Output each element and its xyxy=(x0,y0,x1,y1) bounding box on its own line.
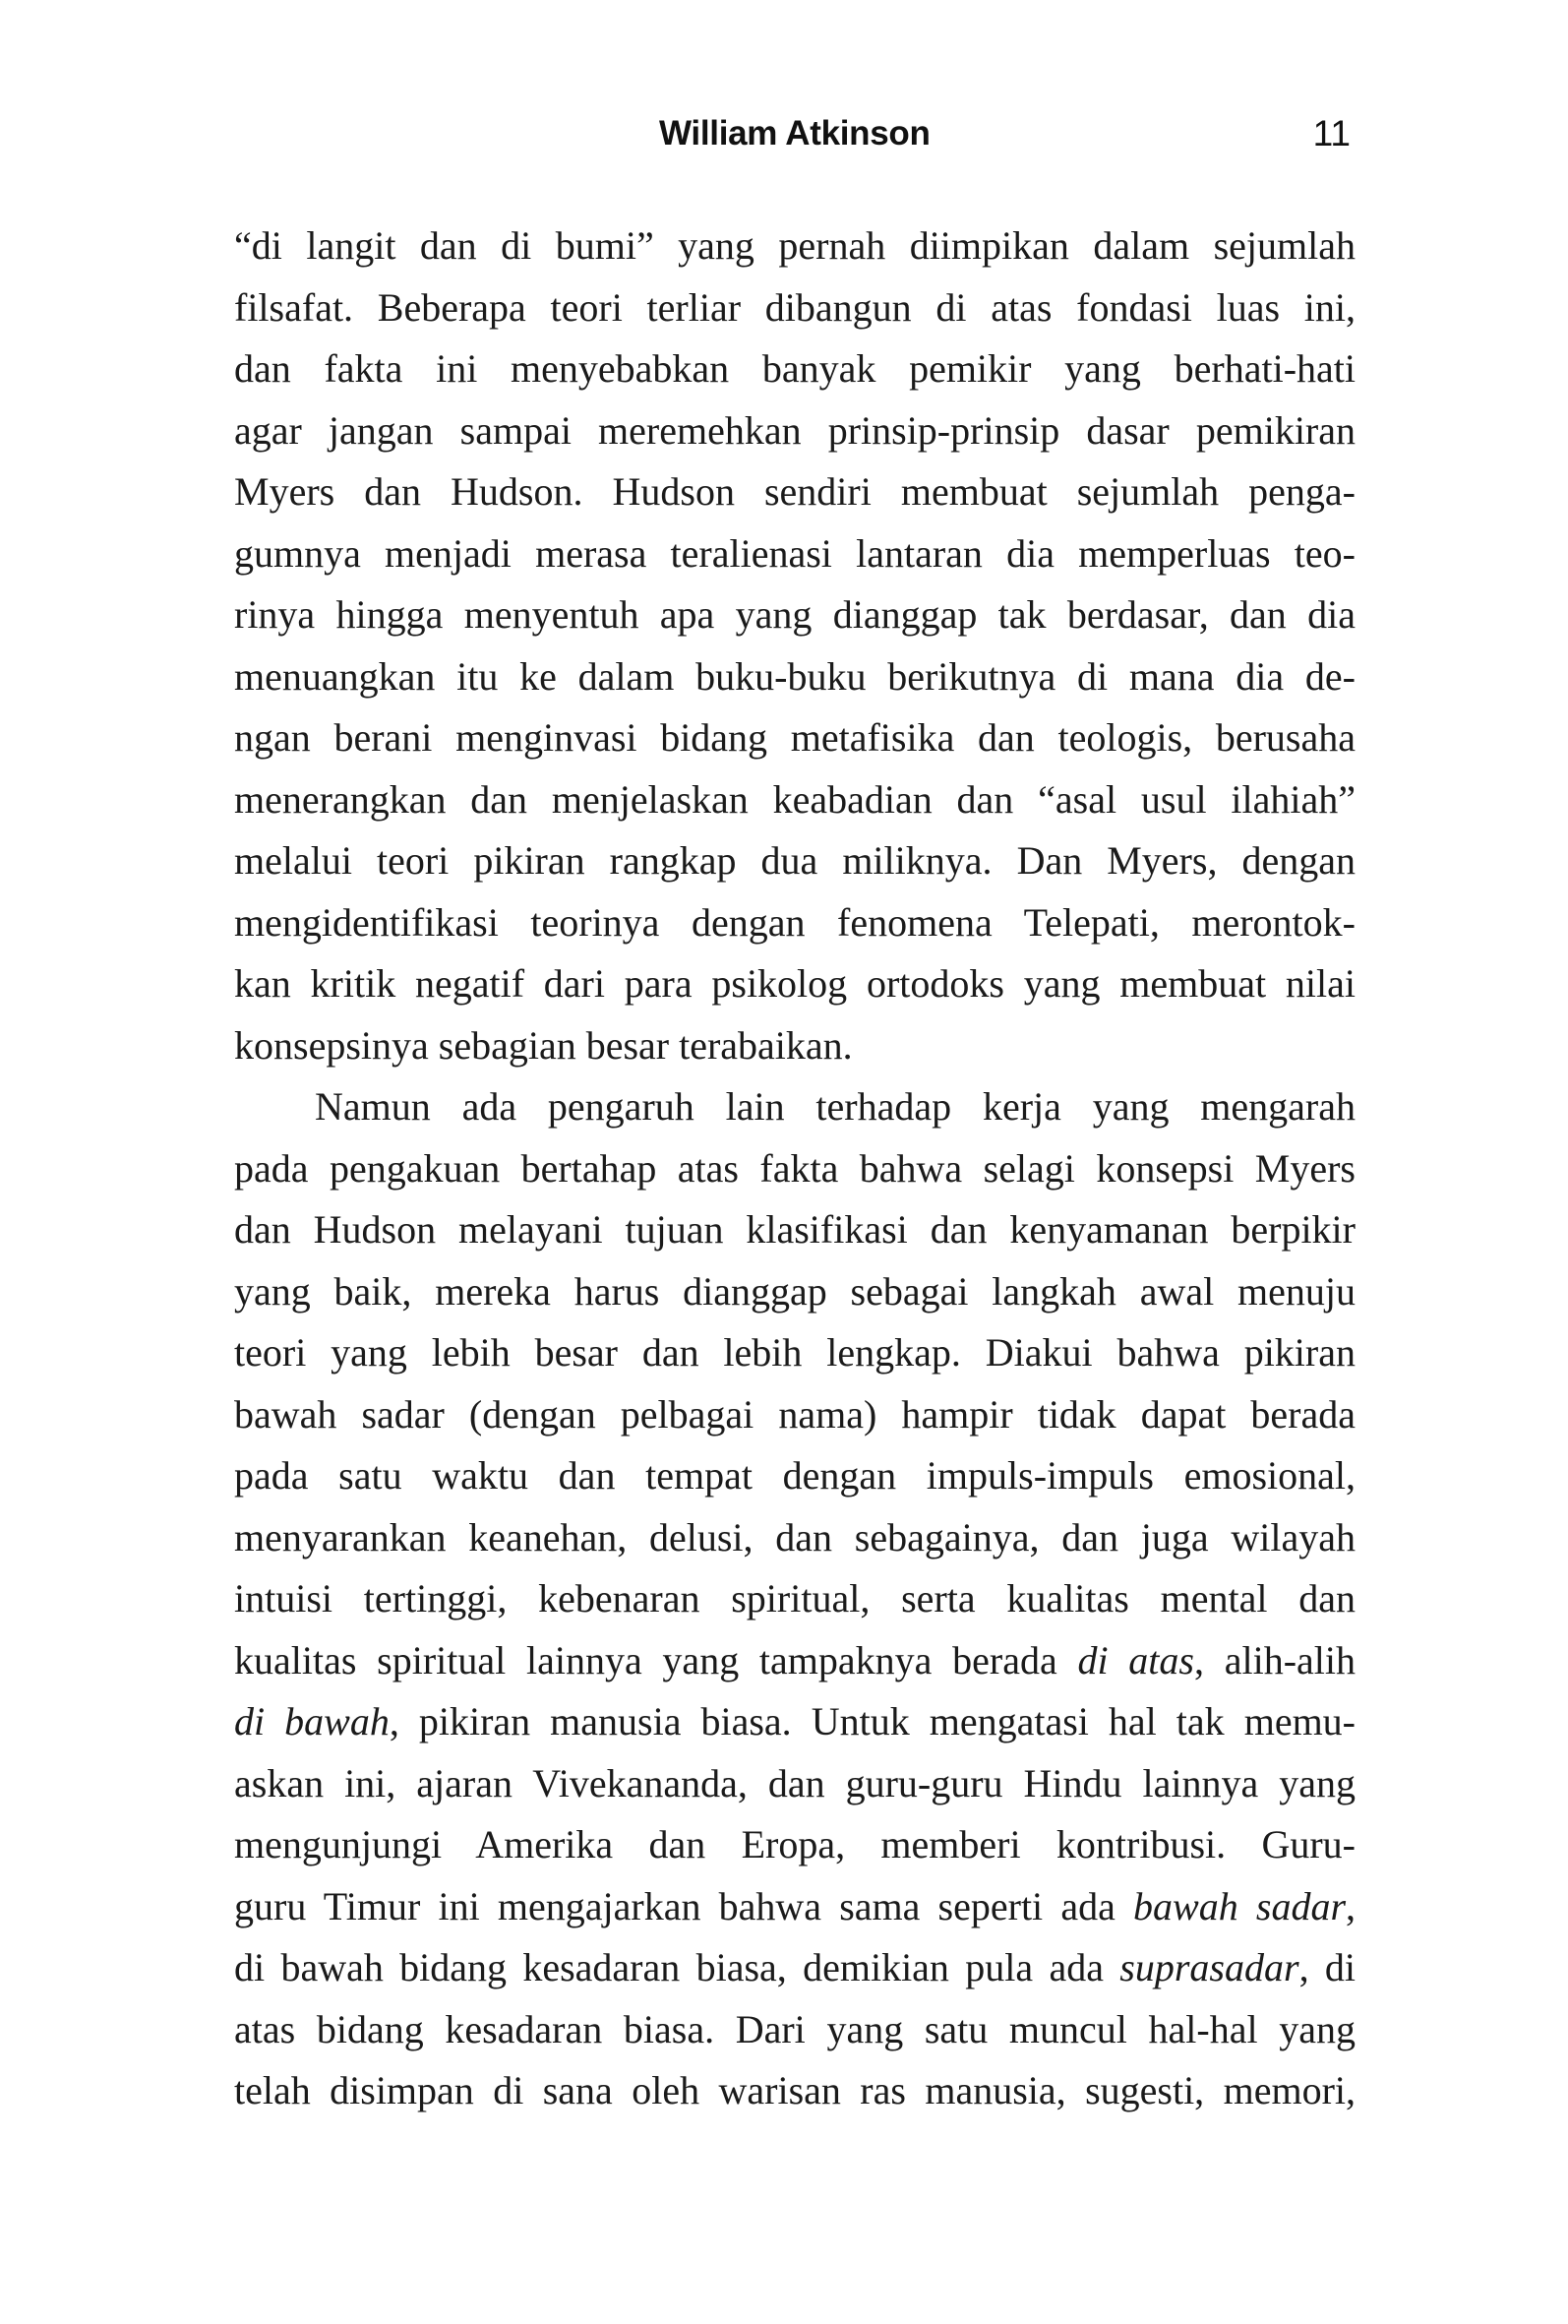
text-line: melalui teori pikiran rangkap dua miliknya. Dan Myers, dengan xyxy=(234,838,1356,883)
text-line: menerangkan dan menjelaskan keabadian dan “asal usul ilahiah” xyxy=(234,776,1356,822)
running-head-author: William Atkinson xyxy=(659,114,931,153)
text-segment: kualitas spiritual lainnya yang tampaknya berada xyxy=(234,1637,1078,1682)
text-line: “di langit dan di bumi” yang pernah diimpikan dalam sejumlah xyxy=(234,223,1356,268)
text-line: rinya hingga menyentuh apa yang dianggap tak berdasar, dan dia xyxy=(234,592,1356,637)
paragraph-2 xyxy=(234,1076,1356,2122)
text-segment: , xyxy=(1346,1883,1357,1928)
text-line: agar jangan sampai meremehkan prinsip-prinsip dasar pemikiran xyxy=(234,407,1356,453)
italic-term: di atas xyxy=(1077,1637,1194,1682)
text-line-with-italic xyxy=(234,1630,1356,1692)
text-line: teori yang lebih besar dan lebih lengkap. Diakui bahwa pikiran xyxy=(234,1330,1356,1375)
text-line: atas bidang kesadaran biasa. Dari yang satu muncul hal-hal yang xyxy=(234,2006,1356,2051)
text-line: dan Hudson melayani tujuan klasifikasi dan kenyamanan berpikir xyxy=(234,1207,1356,1252)
text-line: yang baik, mereka harus dianggap sebagai langkah awal menuju xyxy=(234,1268,1356,1314)
text-line: intuisi tertinggi, kebenaran spiritual, serta kualitas mental dan xyxy=(234,1576,1356,1621)
text-line: telah disimpan di sana oleh warisan ras manusia, sugesti, memori, xyxy=(234,2068,1356,2112)
running-head xyxy=(0,110,1568,159)
text-line: pada pengakuan bertahap atas fakta bahwa selagi konsepsi Myers xyxy=(234,1145,1356,1191)
text-line: pada satu waktu dan tempat dengan impuls-impuls emosional, xyxy=(234,1453,1356,1498)
text-line: askan ini, ajaran Vivekananda, dan guru-guru Hindu lainnya yang xyxy=(234,1760,1356,1805)
italic-term: suprasadar xyxy=(1119,1945,1299,1989)
text-line-with-italic xyxy=(234,1691,1356,1753)
text-line: bawah sadar (dengan pelbagai nama) hampir tidak dapat berada xyxy=(234,1391,1356,1437)
italic-term: bawah sadar xyxy=(1133,1883,1347,1928)
text-line: mengunjungi Amerika dan Eropa, memberi kontribusi. Guru- xyxy=(234,1822,1356,1866)
body-text xyxy=(234,215,1356,2122)
text-segment: , pikiran manusia biasa. Untuk mengatasi hal tak memu- xyxy=(389,1699,1357,1743)
page-number: 11 xyxy=(1312,113,1351,153)
text-line-with-italic xyxy=(234,1937,1356,1999)
text-segment: di bawah bidang kesadaran biasa, demikian pula ada xyxy=(234,1945,1120,1989)
text-line-paragraph-end: konsepsinya sebagian besar terabaikan. xyxy=(234,1022,853,1068)
text-line: ngan berani menginvasi bidang metafisika dan teologis, berusaha xyxy=(234,715,1356,760)
text-line: kan kritik negatif dari para psikolog ortodoks yang membuat nilai xyxy=(234,961,1356,1006)
text-line-with-italic xyxy=(234,1876,1356,1938)
text-line: dan fakta ini menyebabkan banyak pemikir yang berhati-hati xyxy=(234,346,1356,391)
text-segment: guru Timur ini mengajarkan bahwa sama seperti ada xyxy=(234,1883,1134,1928)
text-line: gumnya menjadi merasa teralienasi lantaran dia memperluas teo- xyxy=(234,530,1356,576)
text-line: Myers dan Hudson. Hudson sendiri membuat sejumlah penga- xyxy=(234,469,1356,514)
text-segment: , di xyxy=(1298,1945,1357,1989)
text-line: filsafat. Beberapa teori terliar dibangun di atas fondasi luas ini, xyxy=(234,284,1356,330)
italic-term: di bawah xyxy=(234,1699,390,1743)
text-line: menyarankan keanehan, delusi, dan sebagainya, dan juga wilayah xyxy=(234,1514,1356,1560)
text-segment: , alih-alih xyxy=(1193,1637,1356,1682)
text-line: mengidentifikasi teorinya dengan fenomena Telepati, merontok- xyxy=(234,899,1356,945)
text-line-indented: Namun ada pengaruh lain terhadap kerja yang mengarah xyxy=(315,1084,1356,1129)
paragraph-1 xyxy=(234,215,1356,1076)
text-line: menuangkan itu ke dalam buku-buku berikutnya di mana dia de- xyxy=(234,653,1356,699)
